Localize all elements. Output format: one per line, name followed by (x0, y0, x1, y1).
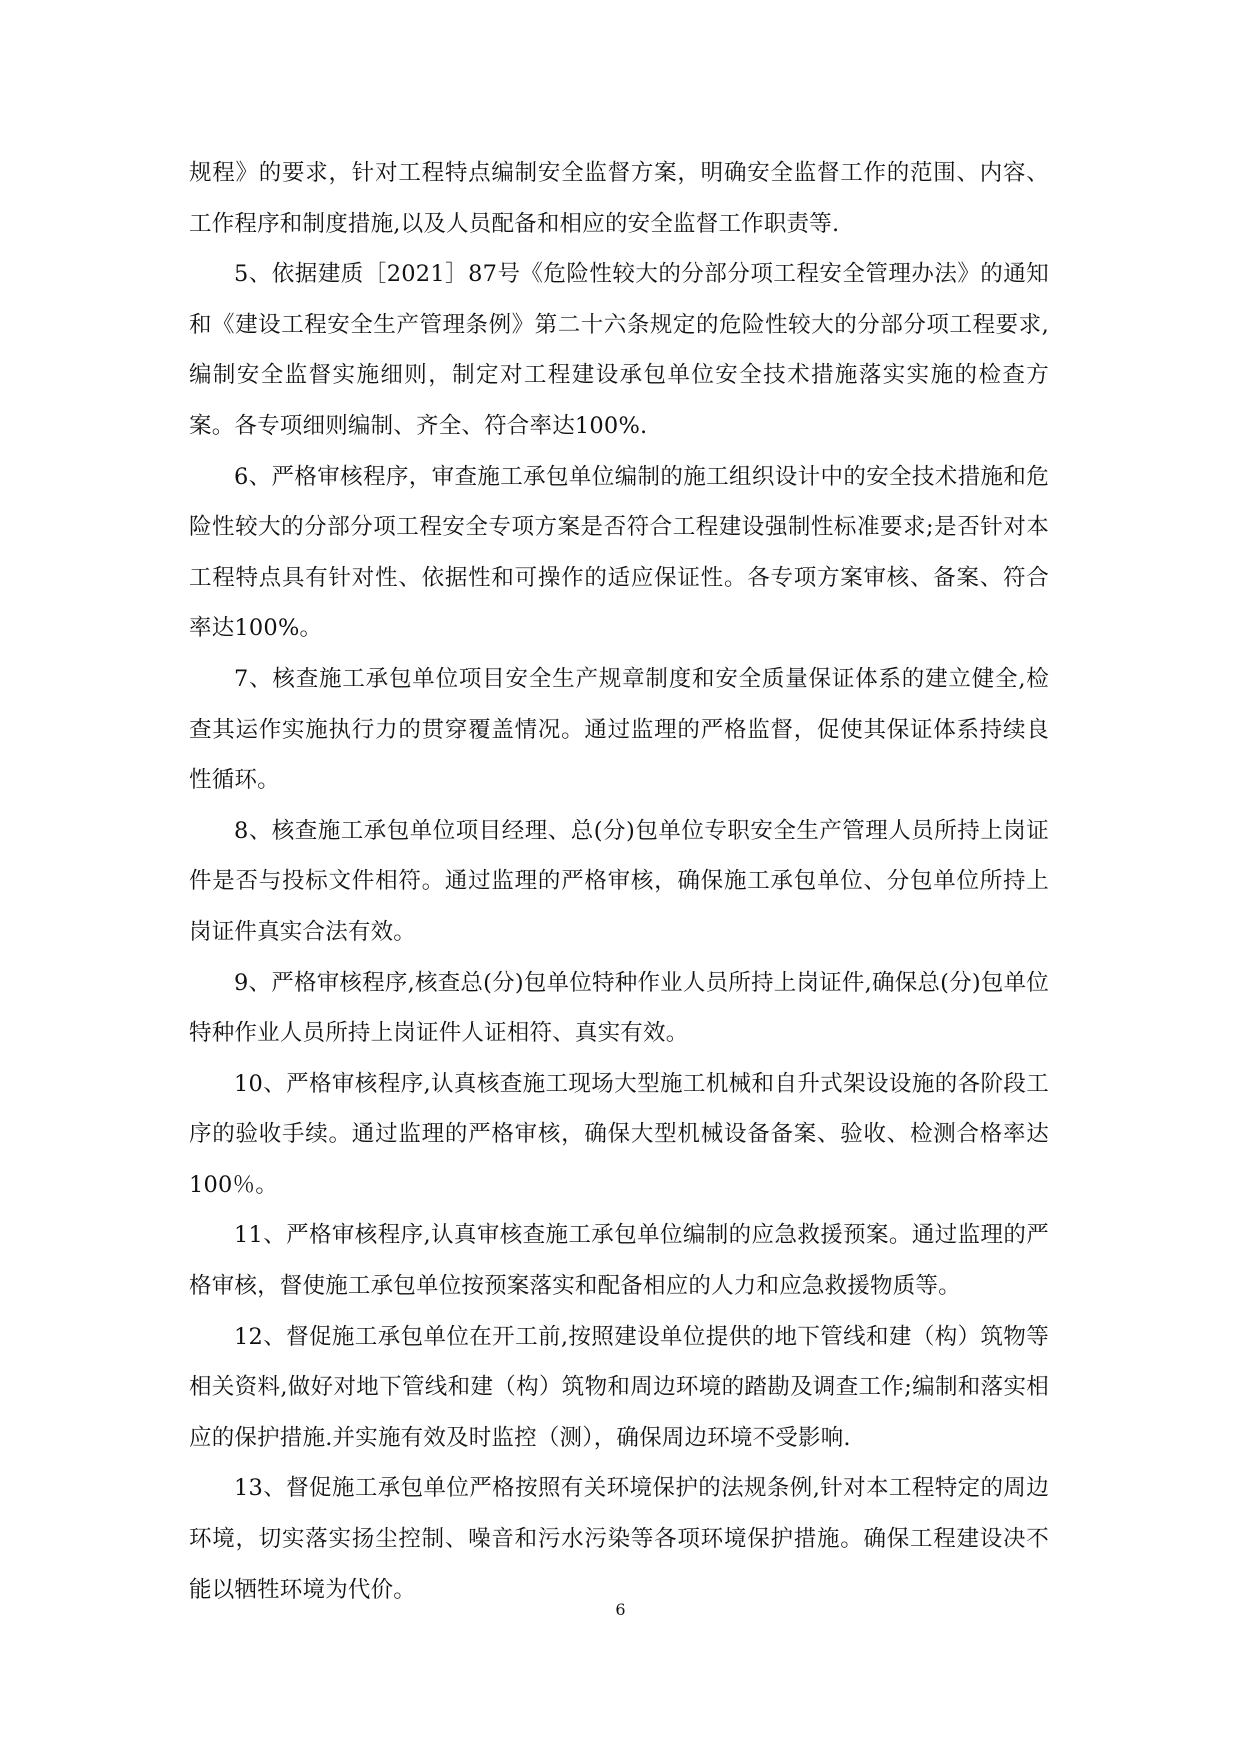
paragraph-item-7: 7、核查施工承包单位项目安全生产规章制度和安全质量保证体系的建立健全,检查其运作实施执行力的贯穿覆盖情况。通过监理的严格监督，促使其保证体系持续良性循环。 (189, 665, 1049, 794)
paragraph-item-5: 5、依据建质［2021］87号《危险性较大的分部分项工程安全管理办法》的通知和《建设工程安全生产管理条例》第二十六条规定的危险性较大的分部分项工程要求,编制安全监督实施细则，制定对工程建设承包单位安全技术措施落实实施的检查方案。各专项细则编制、齐全、符合率达100%. (189, 261, 1049, 439)
paragraph-continuation: 规程》的要求，针对工程特点编制安全监督方案，明确安全监督工作的范围、内容、工作程序和制度措施,以及人员配备和相应的安全监督工作职责等. (189, 160, 1049, 237)
paragraph-item-9: 9、严格审核程序,核查总(分)包单位特种作业人员所持上岗证件,确保总(分)包单位特种作业人员所持上岗证件人证相符、真实有效。 (189, 969, 1049, 1047)
document-body (189, 148, 1049, 1615)
paragraph-item-13: 13、督促施工承包单位严格按照有关环境保护的法规条例,针对本工程特定的周边环境，切实落实扬尘控制、噪音和污水污染等各项环境保护措施。确保工程建设决不能以牺牲环境为代价。 (189, 1475, 1049, 1603)
paragraph-item-6: 6、严格审核程序，审查施工承包单位编制的施工组织设计中的安全技术措施和危险性较大的分部分项工程安全专项方案是否符合工程建设强制性标准要求;是否针对本工程特点具有针对性、依据性和可操作的适应保证性。各专项方案审核、备案、符合率达100%。 (189, 463, 1049, 642)
paragraph-item-10: 10、严格审核程序,认真核查施工现场大型施工机械和自升式架设设施的各阶段工序的验收手续。通过监理的严格审核，确保大型机械设备备案、验收、检测合格率达100％。 (189, 1070, 1049, 1198)
page-number: 6 (615, 1600, 626, 1619)
paragraph-item-11: 11、严格审核程序,认真审核查施工承包单位编制的应急救援预案。通过监理的严格审核，督使施工承包单位按预案落实和配备相应的人力和应急救援物质等。 (189, 1222, 1049, 1300)
paragraph-item-12: 12、督促施工承包单位在开工前,按照建设单位提供的地下管线和建（构）筑物等相关资料,做好对地下管线和建（构）筑物和周边环境的踏勘及调查工作;编制和落实相应的保护措施.并实施有效及时监控（测），确保周边环境不受影响. (189, 1323, 1049, 1451)
paragraph-item-8: 8、核查施工承包单位项目经理、总(分)包单位专职安全生产管理人员所持上岗证件是否与投标文件相符。通过监理的严格审核，确保施工承包单位、分包单位所持上岗证件真实合法有效。 (189, 817, 1049, 945)
